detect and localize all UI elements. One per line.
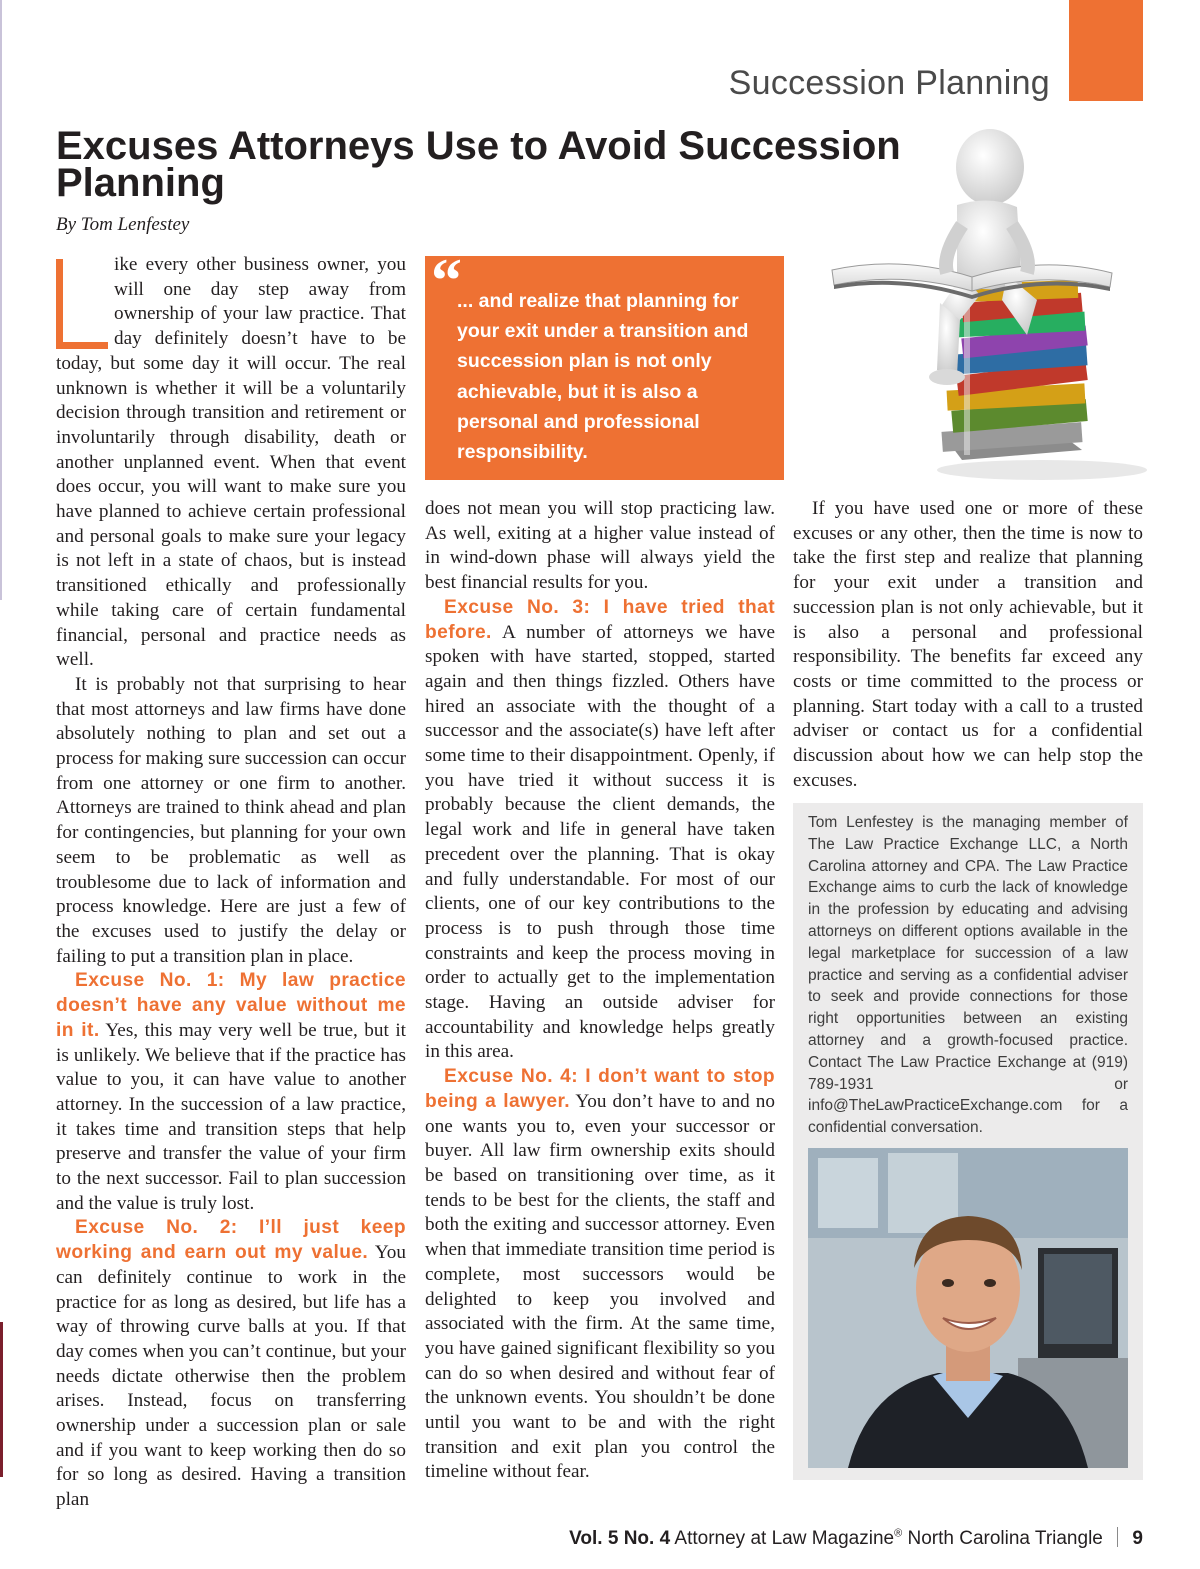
excuse-heading: Excuse No. 1: My law practice doesn’t have any value without me in it.	[56, 970, 406, 1041]
page-edge-mark	[0, 1322, 3, 1477]
footer-magazine: Attorney at Law Magazine	[674, 1528, 895, 1549]
paragraph	[425, 596, 775, 1065]
footer-divider	[1117, 1527, 1118, 1547]
paragraph	[425, 1065, 775, 1485]
article-column-2	[425, 497, 775, 1485]
pull-quote	[425, 247, 784, 480]
paragraph	[56, 969, 406, 1216]
paragraph	[56, 253, 406, 673]
quote-mark-icon: “	[431, 247, 462, 315]
paragraph-text: Yes, this may very well be true, but it is unlikely. We believe that if the practice has value to you, it can have value to another attorney. In the succession of a law practice, it takes time and transition steps that help preserve and transfer the value of your firm to the next successor. Fail to plan succession and the value is truly lost.	[56, 1019, 406, 1214]
paragraph-text: You can definitely continue to work in the practice for as long as desired, but life has a way of throwing curve balls at you. If that day comes when you can’t continue, but your needs dictate otherwise then the problem arises. Instead, focus on transferring ownership under a succession plan or sale and if you want to keep working then do so for so long as desired. Having a transition plan	[56, 1242, 406, 1511]
paragraph: It is probably not that surprising to hear that most attorneys and law firms have done absolutely nothing to plan and set out a process for making sure succession can occur from one attorney or one firm to another. Attorneys are trained to think ahead and plan for contingencies, but planning for your own seem to be problematic as well as troublesome due to lack of information and process knowledge. Here are just a few of the excuses used to justify the delay or failing to put a transition plan in place.	[56, 673, 406, 967]
paragraph: If you have used one or more of these excuses or any other, then the time is now to take the first step and realize that planning for your exit under a transition and succession plan is not only achievable, but it is also a personal and professional responsibility. The benefits far exceed any costs or time committed to the process or planning. Start today with a call to a trusted adviser or contact us for a confidential discussion about how we can help stop the excuses.	[793, 498, 1143, 791]
figure-reading-on-books-illustration	[812, 105, 1150, 485]
page-edge-mark	[0, 0, 2, 600]
article-byline: By Tom Lenfestey	[56, 214, 190, 235]
paragraph-text: You don’t have to and no one wants you to, even your successor or buyer. All law firm ownership exits should be based on transitioning over time, as it tends to be best for the clients, the staff and both the exiting and successor attorney. Even when that immediate transition time period is complete, most successors would be delighted to keep you involved and associated with the firm. At the same time, you have gained significant flexibility so you can do so when desired and without fear of the unknown events. You shouldn’t be done until you want to be and with the right transition and exit plan you control the timeline without fear.	[425, 1090, 775, 1483]
author-photo	[808, 1148, 1128, 1468]
author-bio-box	[793, 803, 1143, 1480]
author-bio-text: Tom Lenfestey is the managing member of The Law Practice Exchange LLC, a North Carolina attorney and CPA. The Law Practice Exchange aims to curb the lack of knowledge in the profession by educating and advising attorneys on different options available in the legal marketplace for succession of a law practice and serving as a confidential adviser to seek and provide connections for those right opportunities between an existing attorney and a growth-focused practice. Contact The Law Practice Exchange at (919) 789-1931 or info@TheLawPracticeExchange.com for a confidential conversation.	[808, 814, 1128, 1137]
paragraph-text: ike every other business owner, you will one day step away from ownership of your law practice. That day definitely doesn’t have to be today, but some day it will occur. The real unknown is whether it will be a voluntarily decision through transition and retirement or involuntarily through disability, death or another unplanned event. When that event does occur, you will want to make sure you have planned to achieve certain professional and personal goals to make sure your legacy is not left in a state of chaos, but is instead transitioned ethically and professionally while taking care of certain fundamental financial, personal and practice needs as well.	[56, 254, 406, 671]
paragraph	[56, 1216, 406, 1512]
excuse-heading: Excuse No. 4: I don’t want to stop being a lawyer.	[425, 1066, 775, 1112]
drop-cap	[56, 259, 108, 349]
article-title: Excuses Attorneys Use to Avoid Succession Planning	[56, 124, 901, 205]
paragraph: does not mean you will stop practicing law. As well, exiting at a higher value instead of in wind-down phase will always yield the best financial results for you.	[425, 498, 775, 594]
footer-edition: North Carolina Triangle	[907, 1528, 1103, 1549]
page-footer	[569, 1527, 1143, 1550]
article-column-1	[56, 253, 406, 1513]
page-number: 9	[1132, 1528, 1143, 1549]
pull-quote-text: ... and realize that planning for your exit under a transition and succession plan is not only achievable, but it is also a personal and professional responsibility.	[457, 290, 749, 464]
paragraph-text: A number of attorneys we have spoken with have started, stopped, started again and then things fizzled. Others have hired an associate with the thought of a successor and the associate(s) have left after some time to their disappointment. Openly, if you have tried it without success it is probably because the client demands, the legal work and life in general have taken precedent over the planning. That is okay and fully understandable. For most of our clients, one of our key contributions to the process is to push through those time constraints and keep the process moving in order to actually get to the implementation stage. Having an outside adviser for accountability and knowledge helps greatly in this area.	[425, 621, 775, 1063]
section-color-tab	[1069, 0, 1143, 101]
footer-volume: Vol. 5 No. 4	[569, 1528, 671, 1549]
section-title: Succession Planning	[728, 64, 1050, 102]
registered-mark: ®	[894, 1527, 903, 1540]
excuse-heading: Excuse No. 2: I’ll just keep working and earn out my value.	[56, 1217, 406, 1264]
excuse-heading: Excuse No. 3: I have tried that before.	[425, 596, 775, 643]
article-column-3	[793, 497, 1143, 793]
